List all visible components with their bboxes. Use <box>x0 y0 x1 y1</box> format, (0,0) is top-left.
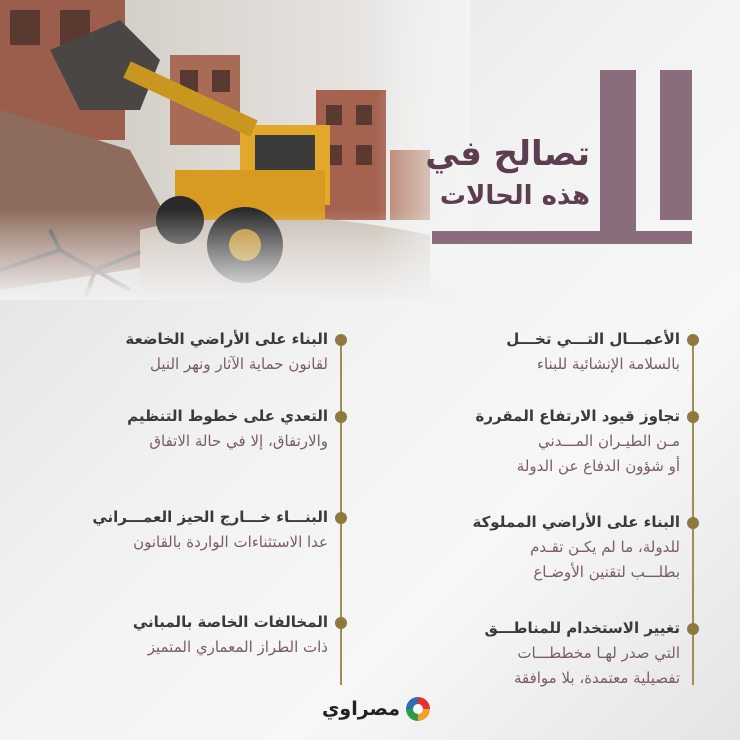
item-subtitle: بالسلامة الإنشائية للبناء <box>536 355 680 373</box>
item-subtitle: والارتفاق، إلا في حالة الاتفاق <box>149 432 328 450</box>
left-column <box>28 326 328 682</box>
brand-logo <box>322 692 430 726</box>
item-subtitle: مـن الطيـران المـــدني أو شؤون الدفاع عن الدولة <box>516 432 680 475</box>
item-subtitle: لقانون حماية الآثار ونهر النيل <box>150 355 328 373</box>
bullet-dot <box>687 623 699 635</box>
item-title: الأعمـــال التـــي تخـــل <box>506 330 680 348</box>
headline-line-1: تصالح في <box>425 134 590 174</box>
list-item <box>28 504 328 555</box>
bullet-dot <box>335 512 347 524</box>
item-title: التعدي على خطوط التنظيم <box>127 407 328 425</box>
masrawy-logo-icon <box>406 697 430 721</box>
item-title: البناء على الأراضي الخاضعة <box>125 330 328 348</box>
bullet-dot <box>335 411 347 423</box>
item-title: المخالفات الخاصة بالمباني <box>132 613 328 631</box>
right-column <box>370 326 680 713</box>
item-title: البنـــاء خـــارج الحيز العمـــراني <box>92 508 328 526</box>
item-title: تجاوز قيود الارتفاع المقررة <box>475 407 680 425</box>
list-item <box>370 326 680 377</box>
list-item <box>370 615 680 691</box>
bullet-dot <box>335 617 347 629</box>
item-title: البناء على الأراضي المملوكة <box>472 513 680 531</box>
heading-la-glyph <box>600 70 695 245</box>
list-item <box>370 509 680 585</box>
demolition-photo <box>0 0 470 300</box>
item-subtitle: للدولة، ما لم يكـن تقـدم بطلـــب لتقنين الأوضـاع <box>530 538 680 581</box>
list-item <box>28 609 328 660</box>
list-item <box>28 326 328 377</box>
headline-line-2: هذه الحالات <box>439 181 590 211</box>
list-item <box>370 403 680 479</box>
item-subtitle: ذات الطراز المعماري المتميز <box>147 638 328 656</box>
headline <box>425 132 590 214</box>
list-item <box>28 403 328 454</box>
item-subtitle: التي صدر لهـا مخططـــات تفصيلية معتمدة، بلا موافقة <box>513 644 680 687</box>
logo-text: مصراوي <box>322 698 401 720</box>
item-title: تغيير الاستخدام للمناطـــق <box>484 619 680 637</box>
item-subtitle: عدا الاستثناءات الواردة بالقانون <box>133 533 328 551</box>
bullet-dot <box>687 334 699 346</box>
bullet-dot <box>687 411 699 423</box>
bullet-dot <box>687 517 699 529</box>
bullet-dot <box>335 334 347 346</box>
